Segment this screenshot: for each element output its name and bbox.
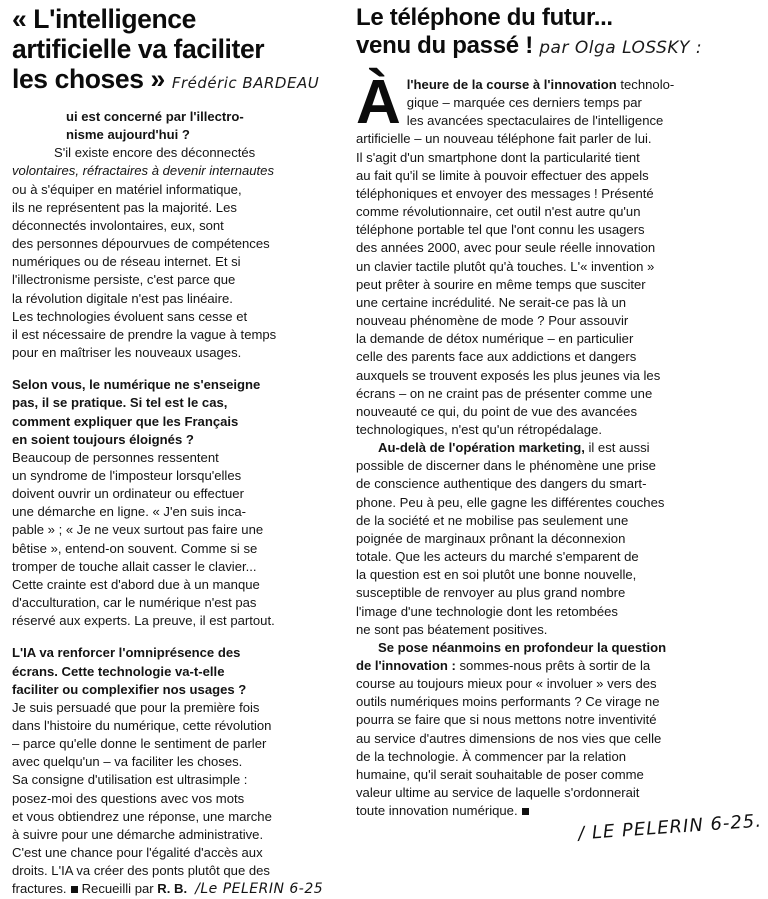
answer-last-line: fractures. Recueilli par R. B. /Le PELERIN 6-25 xyxy=(12,881,324,898)
headline-line: venu du passé ! par Olga LOSSKY : xyxy=(356,32,703,59)
answer-line: – parce qu'elle donne le sentiment de parler xyxy=(12,736,267,752)
answer-line: ils ne représentent pas la majorité. Les xyxy=(12,199,237,215)
headline-line: Le téléphone du futur... xyxy=(356,4,613,31)
paragraph-1 xyxy=(356,68,760,439)
answer-line: des personnes dépourvues de compétences xyxy=(12,236,270,252)
paragraph-line: valeur ultime au service de laquelle s'ordonnerait xyxy=(356,785,640,801)
question-line: L'IA va renforcer l'omniprésence des xyxy=(12,645,241,661)
handwritten-signature: Frédéric BARDEAU xyxy=(171,74,320,92)
paragraph-line: les avancées spectaculaires de l'intelligence xyxy=(406,113,664,129)
credit-initials: R. B. xyxy=(157,881,188,897)
answer-line: une démarche en ligne. « J'en suis inca- xyxy=(12,504,246,520)
question-3 xyxy=(12,644,342,698)
question-line: Selon vous, le numérique ne s'enseigne xyxy=(12,377,261,393)
paragraph-line: Au-delà de l'opération marketing, il est aussi xyxy=(378,440,650,456)
answer-line: Les technologies évoluent sans cesse et xyxy=(12,308,248,324)
paragraph-line: comme révolutionnaire, cet outil n'est autre qu'un xyxy=(356,204,641,220)
paragraph-line: auxquels se trouvent exposés les plus jeunes via les xyxy=(356,367,661,383)
answer-line: pable » ; « Je ne veux surtout pas faire une xyxy=(12,522,264,538)
question-line: écrans. Cette technologie va-t-elle xyxy=(12,663,225,679)
interview-column xyxy=(12,4,342,899)
paragraph-line: outils numériques moins performants ? Ce virage ne xyxy=(356,694,660,710)
column-gutter xyxy=(346,0,347,882)
paragraph-line: course au toujours mieux pour « involuer » vers des xyxy=(356,676,657,692)
answer-line: Beaucoup de personnes ressentent xyxy=(12,449,219,465)
paragraph-line: nouveau phénomène de mode ? Pour assouvir xyxy=(356,313,629,329)
paragraph-line: technologiques, n'est qu'un rétropédalage. xyxy=(356,421,602,437)
paragraph-line: nouveauté ce qui, du point de vue des avancées xyxy=(356,403,637,419)
paragraph-3 xyxy=(356,639,760,821)
question-line: faciliter ou complexifier nos usages ? xyxy=(12,681,247,697)
question-line: ui est concerné par l'illectro- xyxy=(66,109,244,124)
answer-line: à suivre pour une démarche administrative. xyxy=(12,826,264,842)
end-of-article-mark xyxy=(522,808,529,815)
paragraph-line: Il s'agit d'un smartphone dont la particularité tient xyxy=(356,149,640,165)
answer-line: numériques ou de réseau internet. Et si xyxy=(12,254,241,270)
question-line: pas, il se pratique. Si tel est le cas, xyxy=(12,395,228,411)
question-1 xyxy=(12,108,342,144)
paragraph-line: une certaine incrédulité. Ne serait-ce pas là un xyxy=(356,294,627,310)
answer-2 xyxy=(12,449,342,631)
paragraph-line: pourra se faire que si nous mettons notre inventivité xyxy=(356,712,657,728)
paragraph-line: des années 2000, avec pour seule réelle innovation xyxy=(356,240,656,256)
answer-line: tromper de touche allait casser le clavier... xyxy=(12,558,257,574)
paragraph-line: phone. Peu à peu, elle gagne les différentes couches xyxy=(356,494,665,510)
paragraph-line: la question est en soi plutôt une bonne nouvelle, xyxy=(356,567,637,583)
answer-line: Cette crainte est d'abord due à un manque xyxy=(12,576,260,592)
answer-line: volontaires, réfractaires à devenir internautes xyxy=(12,163,275,179)
credit-label: Recueilli par xyxy=(81,881,154,897)
handwritten-source-right: / LE PELERIN 6-25. xyxy=(577,810,763,845)
answer-line: Je suis persuadé que pour la première fois xyxy=(12,699,260,715)
paragraph-line: possible de discerner dans le phénomène une prise xyxy=(356,458,656,474)
paragraph-line: de conscience authentique des dangers du smart- xyxy=(356,476,647,492)
paragraph-line: gique – marquée ces derniers temps par xyxy=(406,95,642,111)
paragraph-line: de la technologie. À commencer par la relation xyxy=(356,748,627,764)
answer-line: bêtise », entend-on souvent. Comme si se xyxy=(12,540,258,556)
answer-line: la révolution digitale n'est pas linéaire. xyxy=(12,290,233,306)
paragraph-line: poignée de marginaux prônant la déconnexion xyxy=(356,530,626,546)
paragraph-line: écrans – on ne craint pas de présenter comme une xyxy=(356,385,653,401)
editorial-headline xyxy=(356,4,760,62)
paragraph-line: celle des parents face aux addictions et dangers xyxy=(356,349,637,365)
end-of-article-mark xyxy=(71,886,78,893)
answer-1 xyxy=(12,144,342,362)
paragraph-line: artificielle – un nouveau téléphone fait parler de lui. xyxy=(356,131,652,147)
headline-line: « L'intelligence xyxy=(12,4,196,34)
paragraph-line: totale. Que les acteurs du marché s'emparent de xyxy=(356,549,639,565)
answer-line: doivent ouvrir un ordinateur ou effectuer xyxy=(12,486,244,502)
paragraph-line: de l'innovation : sommes-nous prêts à sortir de la xyxy=(356,658,651,673)
paragraph-line: un clavier tactile plutôt qu'à touches. L'« invention » xyxy=(356,258,655,274)
answer-line: un syndrome de l'imposteur lorsqu'elles xyxy=(12,467,242,483)
handwritten-byline: par Olga LOSSKY : xyxy=(539,38,703,58)
headline-line: les choses » Frédéric BARDEAU xyxy=(12,64,320,94)
paragraph-line: téléphone portable tel que l'ont connu les usagers xyxy=(356,222,645,238)
answer-line: avec quelqu'un – va faciliter les choses. xyxy=(12,754,243,770)
paragraph-line: de la société et ne mobilise pas seulement une xyxy=(356,512,629,528)
answer-line: l'illectronisme persiste, c'est parce que xyxy=(12,272,236,288)
answer-line: Sa consigne d'utilisation est ultrasimple : xyxy=(12,772,248,788)
paragraph-line: téléphoniques et envoyer des messages ! Présenté xyxy=(356,185,654,201)
answer-line: déconnectés involontaires, eux, sont xyxy=(12,217,224,233)
paragraph-line: la demande de détox numérique – en particulier xyxy=(356,331,634,347)
answer-line: il est nécessaire de prendre la vague à temps xyxy=(12,326,277,342)
answer-line: pour en maîtriser les nouveaux usages. xyxy=(12,345,242,361)
paragraph-last-line: toute innovation numérique. xyxy=(356,802,760,820)
paragraph-line: peut prêter à sourire en même temps que susciter xyxy=(356,276,646,292)
paragraph-line: l'heure de la course à l'innovation technolo- xyxy=(406,77,675,92)
question-line: en soient toujours éloignés ? xyxy=(12,431,194,447)
answer-line: droits. L'IA va créer des ponts plutôt que des xyxy=(12,863,270,879)
answer-line: posez-moi des questions avec vos mots xyxy=(12,790,245,806)
editorial-column xyxy=(356,4,760,820)
paragraph-line: ne sont pas béatement positives. xyxy=(356,621,548,637)
paragraph-line: humaine, qu'il serait souhaitable de poser comme xyxy=(356,766,644,782)
answer-line: S'il existe encore des déconnectés xyxy=(54,145,256,161)
paragraph-line: susceptible de renvoyer au plus grand nombre xyxy=(356,585,626,601)
paragraph-line: l'image d'une technologie dont les retombées xyxy=(356,603,618,619)
question-line: comment expliquer que les Français xyxy=(12,413,239,429)
answer-3 xyxy=(12,699,342,899)
paragraph-2 xyxy=(356,439,760,639)
answer-line: ou à s'équiper en matériel informatique, xyxy=(12,181,242,197)
answer-line: d'acculturation, car le numérique n'est pas xyxy=(12,595,257,611)
headline-line: artificielle va faciliter xyxy=(12,34,265,64)
handwritten-source: /Le PELERIN 6-25 xyxy=(195,881,324,898)
answer-line: dans l'histoire du numérique, cette révolution xyxy=(12,718,272,733)
paragraph-line: au service d'autres dimensions de nos vies que celle xyxy=(356,730,662,746)
paragraph-line: Se pose néanmoins en profondeur la question xyxy=(378,639,667,655)
question-line: nisme aujourd'hui ? xyxy=(66,127,190,143)
answer-line: réservé aux experts. La preuve, il est partout. xyxy=(12,613,275,629)
drop-cap: À xyxy=(356,68,401,137)
answer-line: C'est une chance pour l'égalité d'accès aux xyxy=(12,845,263,861)
paragraph-line: au fait qu'il se limite à pouvoir effectuer des appels xyxy=(356,167,649,183)
answer-line: et vous obtiendrez une réponse, une marche xyxy=(12,808,272,824)
question-2 xyxy=(12,376,342,449)
interview-headline xyxy=(12,4,342,98)
